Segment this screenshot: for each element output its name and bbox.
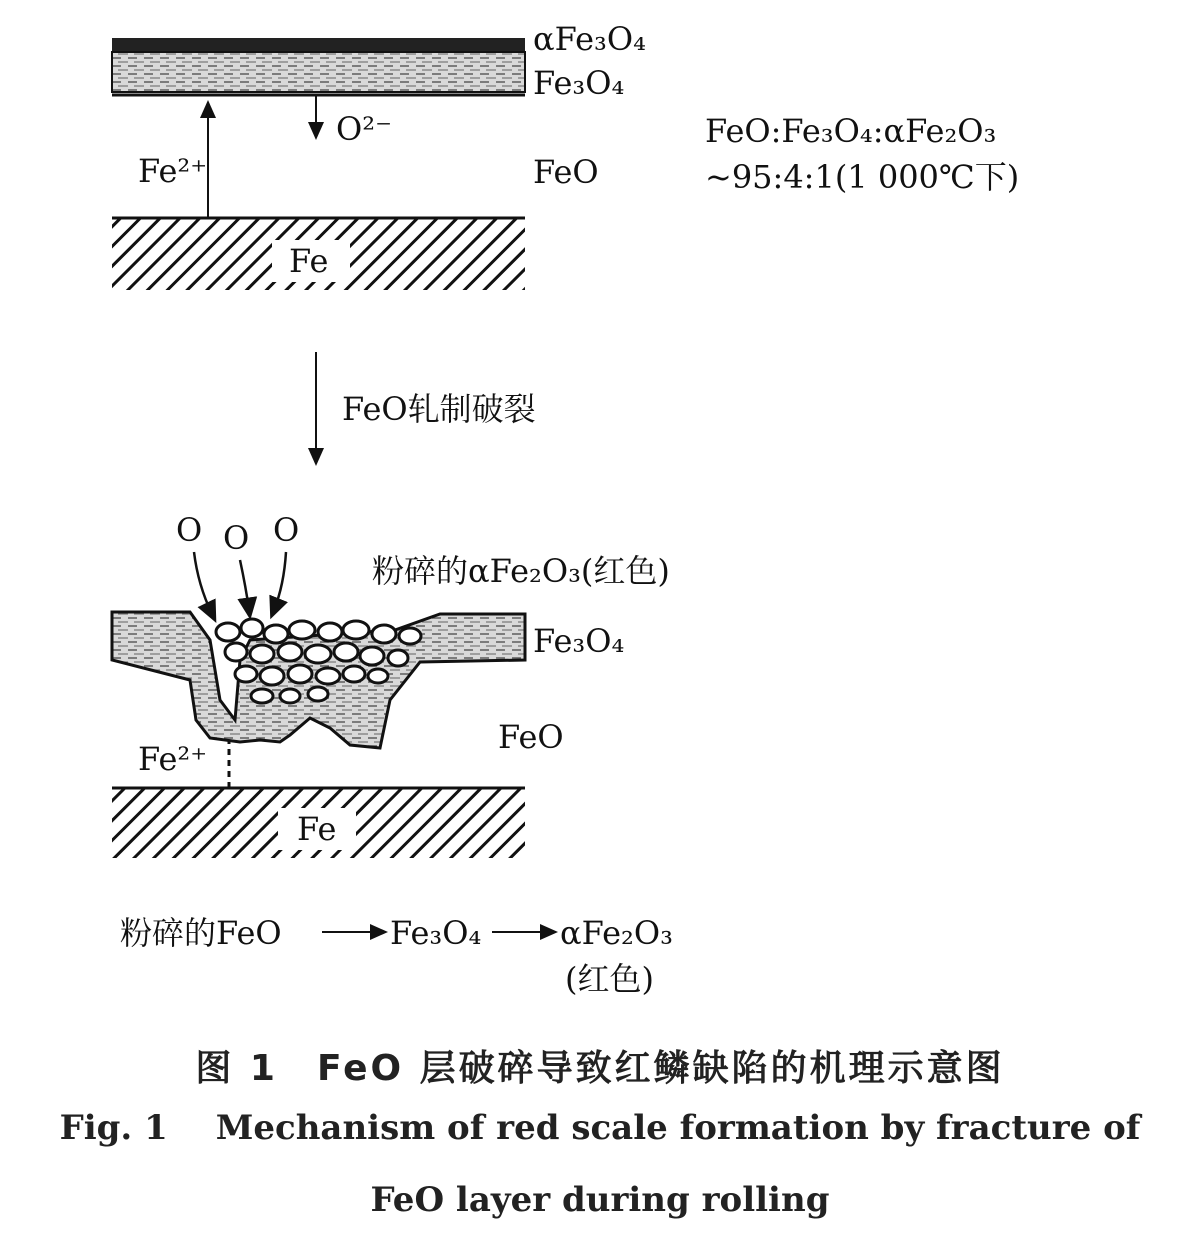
top-feo-label: FeO — [533, 153, 599, 191]
top-fe-label: Fe — [289, 242, 329, 280]
oxygen-label-2: O — [223, 519, 250, 557]
reaction-step-2: Fe₃O₄ — [390, 914, 482, 952]
top-alpha-label: αFe₃O₄ — [533, 20, 646, 58]
reaction-step-1: 粉碎的FeO — [120, 914, 282, 952]
top-alpha-layer — [112, 38, 525, 52]
figure-number: Fig. 1 — [59, 1108, 168, 1148]
bottom-feo-label: FeO — [498, 718, 564, 756]
oxygen-arrow-1 — [194, 552, 212, 614]
ratio-line-1: FeO:Fe₃O₄:αFe₂O₃ — [705, 112, 997, 150]
oxygen-arrow-2 — [240, 560, 249, 610]
crushed-alpha-label: 粉碎的αFe₂O₃(红色) — [372, 552, 670, 590]
oxygen-arrow-3 — [274, 552, 286, 610]
reaction-step-3: αFe₂O₃ — [560, 914, 673, 952]
top-fe3o4-label: Fe₃O₄ — [533, 64, 625, 102]
reaction-chain — [120, 914, 673, 998]
transition-label: FeO轧制破裂 — [342, 390, 536, 428]
ratio-line-2: ~95:4:1(1 000℃下) — [705, 158, 1020, 196]
oxygen-label-3: O — [273, 511, 300, 549]
top-fe-ion-label: Fe²⁺ — [138, 152, 208, 190]
top-fe3o4-layer — [112, 52, 525, 92]
bottom-fe-ion-label: Fe²⁺ — [138, 740, 208, 778]
reaction-step-3-note: (红色) — [565, 960, 654, 998]
top-panel — [112, 20, 1019, 290]
caption-english-line-1 — [0, 1108, 1200, 1148]
top-o-ion-label: O²⁻ — [336, 110, 392, 148]
bottom-fe-label: Fe — [297, 810, 337, 848]
bottom-panel — [112, 511, 670, 858]
oxygen-label-1: O — [176, 511, 203, 549]
bottom-fe3o4-label: Fe₃O₄ — [533, 622, 625, 660]
caption-chinese: 图 1 FeO 层破碎导致红鳞缺陷的机理示意图 — [195, 1048, 1005, 1089]
caption-english-line-2: FeO layer during rolling — [370, 1180, 830, 1220]
transition — [316, 352, 536, 458]
caption-english-text-1: Mechanism of red scale formation by fracture of — [215, 1108, 1141, 1148]
